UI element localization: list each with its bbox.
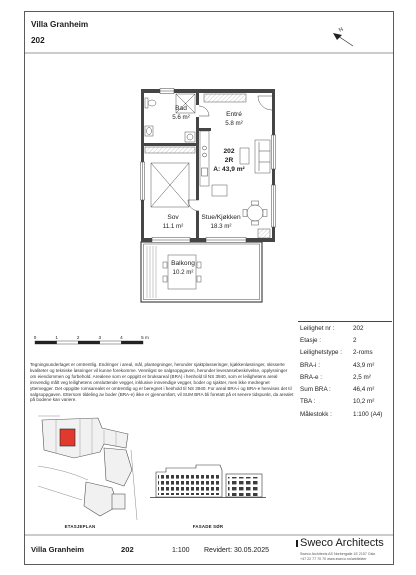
info-value: 10,2 m² — [353, 398, 375, 406]
dining-table-icon — [247, 205, 263, 221]
room-area-bad: 5.6 m² — [172, 114, 190, 121]
balcony — [141, 242, 262, 302]
sofa-icon — [255, 140, 270, 173]
info-label: BRA-i : — [300, 361, 320, 369]
info-row — [298, 383, 392, 395]
north-arrow — [333, 27, 353, 46]
room-area-sov: 11.1 m² — [162, 223, 184, 230]
coffee-table-icon — [240, 148, 249, 164]
room-label-bad: Bad — [175, 105, 187, 112]
info-row — [298, 359, 392, 371]
unit-type-tag: 2R — [224, 157, 234, 164]
north-arrow-icon — [333, 33, 342, 40]
apartment-info-table — [298, 321, 392, 420]
key-plan-building — [112, 494, 125, 509]
key-plan — [38, 416, 137, 529]
key-plan-highlighted-unit — [60, 429, 75, 446]
scale-tick-label: 3 — [98, 335, 102, 340]
scale-tick-label: 1 — [55, 335, 58, 340]
room-label-entre: Entré — [226, 111, 242, 118]
footer-unit-number: 202 — [121, 545, 134, 554]
info-value: 46,4 m² — [353, 386, 375, 394]
info-label: Leilighet nr : — [300, 324, 335, 332]
info-value: 2-roms — [353, 349, 373, 357]
info-value: 2 — [353, 336, 357, 344]
facade-label: FASADE SØR — [192, 524, 224, 529]
footer-project-title: Villa Granheim — [31, 545, 85, 554]
info-label: BRA-e : — [300, 373, 323, 381]
toilet-icon — [145, 98, 148, 108]
info-row — [298, 347, 392, 359]
scale-tick-label: 0 — [33, 335, 37, 340]
side-table-icon — [212, 185, 227, 196]
room-area-entre: 5.8 m² — [225, 120, 243, 127]
facade-windows — [228, 477, 260, 496]
brand-contact: +47 22 77 70 70 www.sweco.no/arkitekter — [300, 557, 367, 561]
shaft — [258, 229, 270, 238]
info-label: Leilighetstype : — [300, 349, 343, 357]
room-area-stue: 18.3 m² — [210, 223, 232, 230]
floor-plan — [141, 89, 276, 303]
info-label: Målestokk : — [300, 410, 332, 418]
scale-tick-label: 5 m — [141, 335, 149, 340]
facade-elevation — [150, 465, 266, 529]
info-value: 202 — [353, 324, 364, 332]
info-row — [298, 334, 392, 346]
toilet-bowl-icon — [148, 100, 156, 106]
info-row — [298, 322, 392, 334]
info-label: Etasje : — [300, 336, 321, 344]
room-label-balkong: Balkong — [171, 260, 195, 267]
info-value: 1:100 (A4) — [353, 410, 383, 418]
brand-address: Sweco Architects AS Norbergalle 1E 2157 Oslo — [300, 552, 376, 556]
info-label: Sum BRA : — [300, 386, 331, 394]
closet-icon — [145, 147, 195, 153]
washer-icon — [185, 132, 195, 142]
disclaimer-text: Tegningsunderlaget er omtrentlig. Endringer i areal, mål, plantegninger, herunder sjaktplasseringer, kjøkkenløsninger, skisserte kvaliteter og tekniske løsninger vil kunne forekomme. Vennligst se salgsoppgaven, herunder leveransebeskrivelse, opplysninger om eiendommen og forbehold. Arealene som er oppgitt er bruksareal (BRA) i henhold til NS 3940, som er leilighetens areal innvendig målt veg leilighetens omsluttende vegger, inklusive innvendige vegger, boder og sjakter, men ikke medregnet yttervegger. Det oppgitte romsarealet er omtrentlig og er beregnet i henhold til NS 3940. For areal BRA-i og BRA-e henvises det til salgsoppgaven. Ettersom tildeling av boder (BRA-e) ikke er gjennomført, vil SUM BRA bli foretatt på et senere tidspunkt, da arealet på bodene kan variere. — [30, 362, 294, 403]
unit-number: 202 — [31, 36, 45, 45]
sweco-logo-icon — [296, 540, 298, 547]
project-title: Villa Granheim — [31, 20, 89, 29]
brand-name: Sweco Architects — [300, 537, 384, 549]
footer-revision-date: Revidert: 30.05.2025 — [204, 547, 269, 554]
info-row — [298, 396, 392, 408]
key-plan-label: ETASJEPLAN — [64, 524, 96, 529]
scale-tick-label: 2 — [76, 335, 80, 340]
info-label: TBA : — [300, 398, 316, 406]
info-value: 2,5 m² — [353, 373, 371, 381]
kitchen-counter — [199, 128, 211, 186]
scale-tick-label: 4 — [120, 335, 123, 340]
info-row — [298, 408, 392, 420]
room-label-sov: Sov — [167, 214, 179, 221]
north-label: N — [338, 26, 345, 34]
unit-area-tag: A: 43,9 m² — [213, 166, 245, 173]
info-row — [298, 371, 392, 383]
scale-bar — [34, 335, 149, 344]
key-plan-building — [104, 448, 132, 486]
unit-number-tag: 202 — [223, 148, 235, 155]
footer-scale: 1:100 — [172, 547, 190, 554]
info-value: 43,9 m² — [353, 361, 375, 369]
room-label-stue: Stue/Kjøkken — [201, 214, 241, 221]
room-area-balkong: 10.2 m² — [172, 269, 194, 276]
facade-windows — [158, 473, 220, 495]
